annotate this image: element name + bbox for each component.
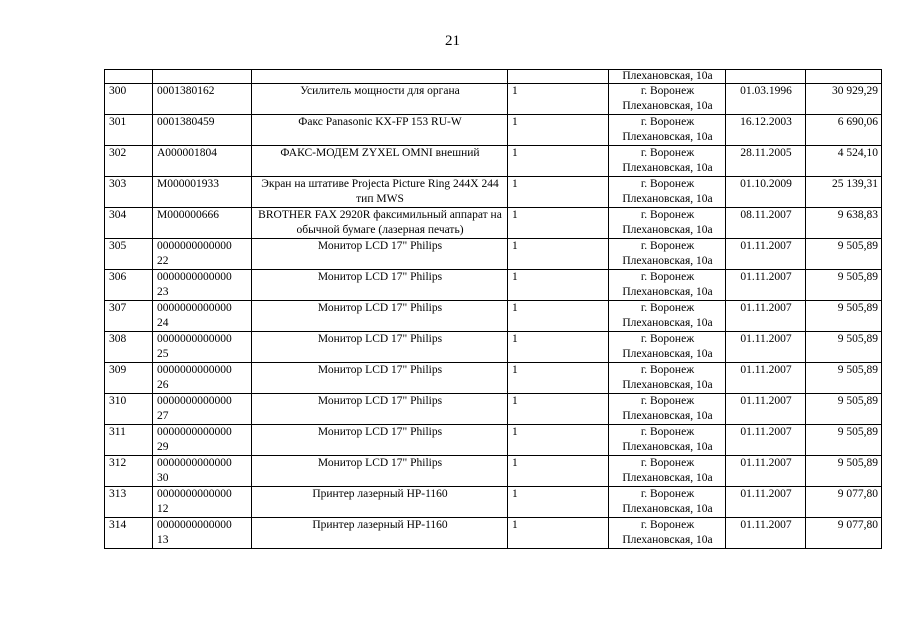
cell-num: 311 [105, 425, 153, 456]
cell-num: 306 [105, 270, 153, 301]
cell-inventory-number: 0000000000000 25 [153, 332, 252, 363]
cell-quantity: 1 [508, 239, 609, 270]
cell-name: Монитор LCD 17" Philips [252, 425, 508, 456]
cell-cost [806, 70, 882, 84]
cell-num: 310 [105, 394, 153, 425]
cell-cost: 9 505,89 [806, 270, 882, 301]
table-row [105, 456, 882, 487]
table-row [105, 239, 882, 270]
cell-inventory-number: 0000000000000 24 [153, 301, 252, 332]
cell-name: Принтер лазерный HP-1160 [252, 518, 508, 549]
cell-name: Монитор LCD 17" Philips [252, 456, 508, 487]
cell-name: Монитор LCD 17" Philips [252, 301, 508, 332]
cell-quantity: 1 [508, 301, 609, 332]
cell-inventory-number: 0000000000000 26 [153, 363, 252, 394]
cell-cost: 9 505,89 [806, 363, 882, 394]
cell-name [252, 70, 508, 84]
cell-location: г. Воронеж Плехановская, 10а [609, 332, 726, 363]
cell-date: 28.11.2005 [726, 146, 806, 177]
cell-name: Монитор LCD 17" Philips [252, 332, 508, 363]
cell-date: 01.11.2007 [726, 363, 806, 394]
cell-location: г. Воронеж Плехановская, 10а [609, 518, 726, 549]
table-row [105, 270, 882, 301]
cell-cost: 9 077,80 [806, 518, 882, 549]
cell-date: 16.12.2003 [726, 115, 806, 146]
table-row-continuation [105, 70, 882, 84]
cell-inventory-number: 0000000000000 23 [153, 270, 252, 301]
cell-num: 314 [105, 518, 153, 549]
cell-location: г. Воронеж Плехановская, 10а [609, 487, 726, 518]
cell-name: Монитор LCD 17" Philips [252, 239, 508, 270]
cell-quantity: 1 [508, 208, 609, 239]
table-row [105, 518, 882, 549]
cell-name: Усилитель мощности для органа [252, 84, 508, 115]
cell-date: 01.10.2009 [726, 177, 806, 208]
cell-cost: 25 139,31 [806, 177, 882, 208]
inventory-table-body [105, 70, 882, 549]
table-row [105, 425, 882, 456]
cell-quantity: 1 [508, 332, 609, 363]
cell-quantity: 1 [508, 518, 609, 549]
table-row [105, 84, 882, 115]
table-row [105, 208, 882, 239]
cell-location: г. Воронеж Плехановская, 10а [609, 208, 726, 239]
cell-location: г. Воронеж Плехановская, 10а [609, 363, 726, 394]
cell-quantity [508, 70, 609, 84]
cell-quantity: 1 [508, 456, 609, 487]
cell-quantity: 1 [508, 487, 609, 518]
cell-date: 01.11.2007 [726, 239, 806, 270]
cell-date [726, 70, 806, 84]
cell-location: Плехановская, 10а [609, 70, 726, 84]
inventory-table [104, 69, 882, 549]
cell-inventory-number [153, 70, 252, 84]
cell-cost: 9 077,80 [806, 487, 882, 518]
cell-date: 08.11.2007 [726, 208, 806, 239]
cell-cost: 9 505,89 [806, 456, 882, 487]
cell-name: ФАКС-МОДЕМ ZYXEL OMNI внешний [252, 146, 508, 177]
cell-location: г. Воронеж Плехановская, 10а [609, 394, 726, 425]
cell-location: г. Воронеж Плехановская, 10а [609, 301, 726, 332]
cell-quantity: 1 [508, 146, 609, 177]
cell-inventory-number: A000001804 [153, 146, 252, 177]
table-row [105, 146, 882, 177]
cell-num: 303 [105, 177, 153, 208]
cell-num: 305 [105, 239, 153, 270]
page-number: 21 [445, 33, 460, 49]
cell-name: BROTHER FAX 2920R факсимильный аппарат на обычной бумаге (лазерная печать) [252, 208, 508, 239]
cell-num: 300 [105, 84, 153, 115]
table-row [105, 487, 882, 518]
cell-cost: 9 505,89 [806, 301, 882, 332]
cell-name: Монитор LCD 17" Philips [252, 270, 508, 301]
cell-date: 01.11.2007 [726, 456, 806, 487]
table-row [105, 332, 882, 363]
cell-date: 01.03.1996 [726, 84, 806, 115]
cell-num: 304 [105, 208, 153, 239]
cell-cost: 6 690,06 [806, 115, 882, 146]
cell-num [105, 70, 153, 84]
cell-cost: 9 505,89 [806, 425, 882, 456]
cell-inventory-number: M000001933 [153, 177, 252, 208]
cell-cost: 30 929,29 [806, 84, 882, 115]
cell-quantity: 1 [508, 425, 609, 456]
cell-date: 01.11.2007 [726, 332, 806, 363]
cell-location: г. Воронеж Плехановская, 10а [609, 146, 726, 177]
cell-quantity: 1 [508, 177, 609, 208]
table-row [105, 301, 882, 332]
cell-date: 01.11.2007 [726, 301, 806, 332]
cell-quantity: 1 [508, 84, 609, 115]
cell-inventory-number: 0000000000000 22 [153, 239, 252, 270]
cell-name: Экран на штативе Projecta Picture Ring 244X 244 тип MWS [252, 177, 508, 208]
cell-location: г. Воронеж Плехановская, 10а [609, 456, 726, 487]
cell-inventory-number: 0000000000000 13 [153, 518, 252, 549]
cell-cost: 9 505,89 [806, 239, 882, 270]
cell-num: 308 [105, 332, 153, 363]
cell-inventory-number: 0000000000000 30 [153, 456, 252, 487]
cell-location: г. Воронеж Плехановская, 10а [609, 270, 726, 301]
cell-location: г. Воронеж Плехановская, 10а [609, 84, 726, 115]
cell-date: 01.11.2007 [726, 425, 806, 456]
cell-name: Факс Panasonic KX-FP 153 RU-W [252, 115, 508, 146]
cell-date: 01.11.2007 [726, 487, 806, 518]
cell-quantity: 1 [508, 394, 609, 425]
cell-inventory-number: 0001380459 [153, 115, 252, 146]
cell-date: 01.11.2007 [726, 394, 806, 425]
cell-date: 01.11.2007 [726, 518, 806, 549]
table-row [105, 177, 882, 208]
table-row [105, 363, 882, 394]
cell-name: Принтер лазерный HP-1160 [252, 487, 508, 518]
cell-name: Монитор LCD 17" Philips [252, 363, 508, 394]
cell-quantity: 1 [508, 115, 609, 146]
cell-location: г. Воронеж Плехановская, 10а [609, 177, 726, 208]
cell-cost: 9 505,89 [806, 332, 882, 363]
cell-inventory-number: 0000000000000 29 [153, 425, 252, 456]
cell-location: г. Воронеж Плехановская, 10а [609, 115, 726, 146]
cell-inventory-number: 0000000000000 27 [153, 394, 252, 425]
table-row [105, 115, 882, 146]
cell-location: г. Воронеж Плехановская, 10а [609, 425, 726, 456]
cell-inventory-number: M000000666 [153, 208, 252, 239]
cell-location: г. Воронеж Плехановская, 10а [609, 239, 726, 270]
cell-num: 313 [105, 487, 153, 518]
cell-date: 01.11.2007 [726, 270, 806, 301]
cell-num: 302 [105, 146, 153, 177]
cell-num: 309 [105, 363, 153, 394]
cell-cost: 4 524,10 [806, 146, 882, 177]
cell-num: 301 [105, 115, 153, 146]
cell-num: 307 [105, 301, 153, 332]
cell-quantity: 1 [508, 363, 609, 394]
cell-quantity: 1 [508, 270, 609, 301]
cell-name: Монитор LCD 17" Philips [252, 394, 508, 425]
cell-inventory-number: 0000000000000 12 [153, 487, 252, 518]
cell-cost: 9 638,83 [806, 208, 882, 239]
cell-cost: 9 505,89 [806, 394, 882, 425]
cell-inventory-number: 0001380162 [153, 84, 252, 115]
table-row [105, 394, 882, 425]
cell-num: 312 [105, 456, 153, 487]
